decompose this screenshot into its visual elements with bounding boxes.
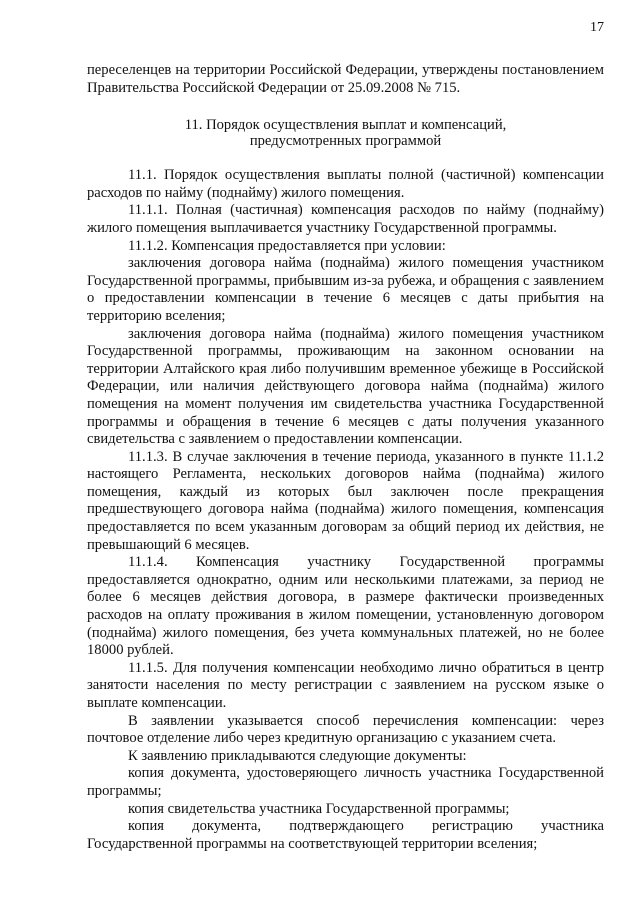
section-heading-line-2: предусмотренных программой: [249, 133, 442, 150]
list-item-registration-document: копия документа, подтверждающего регистрацию участника Государственной программы на соответствующей территории вселения;: [87, 818, 604, 852]
section-heading-line-1: 11. Порядок осуществления выплат и компенсаций,: [184, 117, 507, 134]
paragraph-11-1-4: 11.1.4. Компенсация участнику Государственной программы предоставляется однократно, одним или несколькими платежами, за период не более 6 месяцев действия договора, в размере фактически произведенных расходов на оплату проживания в жилом помещении, установленную договором (поднайма) жилого помещения, без учета коммунальных платежей, но не более 18000 рублей.: [87, 554, 604, 659]
intro-paragraph: переселенцев на территории Российской Федерации, утверждены постановлением Правительства Российской Федерации от 25.09.2008 № 715.: [87, 62, 604, 96]
page-number: 17: [590, 20, 604, 35]
paragraph-documents-intro: К заявлению прикладываются следующие документы:: [128, 747, 467, 764]
list-item-identity-document: копия документа, удостоверяющего личность участника Государственной программы;: [87, 765, 604, 799]
paragraph-11-1-1: 11.1.1. Полная (частичная) компенсация расходов по найму (поднайму) жилого помещения выплачивается участнику Государственной программы.: [87, 202, 604, 236]
paragraph-condition-2: заключения договора найма (поднайма) жилого помещения участником Государственной программы, проживающим на законном основании на территории Алтайского края либо получившим временное убежище в Российской Федерации, или наличия действующего договора найма (поднайма) жилого помещения на момент получения им свидетельства участника Государственной программы и обращения в течение 6 месяцев с даты получения указанного свидетельства с заявлением о предоставлении компенсации.: [87, 325, 604, 448]
paragraph-11-1-2: 11.1.2. Компенсация предоставляется при условии:: [128, 237, 446, 254]
paragraph-11-1-5: 11.1.5. Для получения компенсации необходимо лично обратиться в центр занятости населения по месту регистрации с заявлением на русском языке о выплате компенсации.: [87, 659, 604, 711]
paragraph-11-1: 11.1. Порядок осуществления выплаты полной (частичной) компенсации расходов по найму (поднайму) жилого помещения.: [87, 167, 604, 201]
paragraph-condition-1: заключения договора найма (поднайма) жилого помещения участником Государственной программы, прибывшим из-за рубежа, и обращения с заявлением о предоставлении компенсации в течение 6 месяцев с даты прибытия на территорию вселения;: [87, 255, 604, 324]
section-heading: [87, 117, 604, 149]
paragraph-payment-method: В заявлении указывается способ перечисления компенсации: через почтовое отделение либо через кредитную организацию с указанием счета.: [87, 712, 604, 747]
paragraph-11-1-3: 11.1.3. В случае заключения в течение периода, указанного в пункте 11.1.2 настоящего Регламента, нескольких договоров найма (поднайма) жилого помещения, каждый из которых был заключен после прекращения предшествующего договора найма (поднайма) жилого помещения, компенсация предоставляется по всем указанным договорам за общий период их действия, не превышающий 6 месяцев.: [87, 448, 604, 553]
list-item-certificate-copy: копия свидетельства участника Государственной программы;: [128, 800, 510, 817]
